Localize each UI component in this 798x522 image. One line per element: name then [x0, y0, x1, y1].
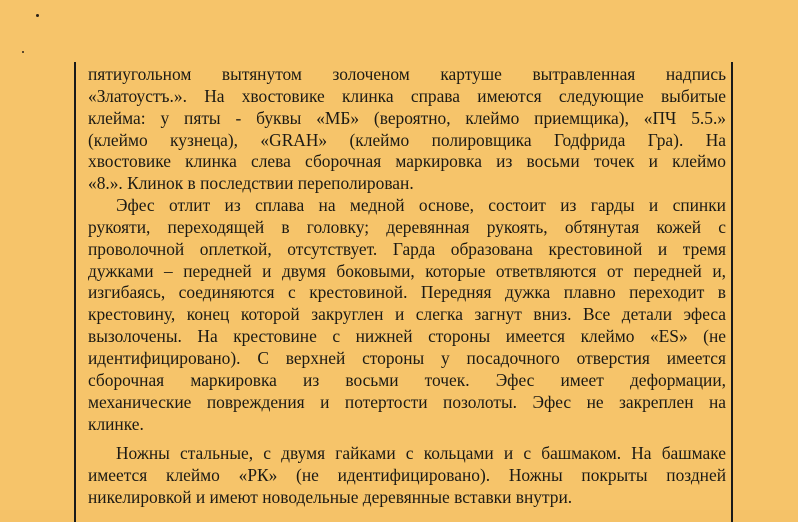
text-line: пятиугольном вытянутом золоченом картуше вытравленная надпись — [88, 64, 726, 84]
scan-speck — [22, 51, 24, 53]
text-line: вызолочены. На крестовине с нижней стороны имеется клеймо «ES» (не — [88, 326, 726, 347]
paragraph-gap — [88, 435, 726, 443]
text-line: клинке. — [88, 413, 144, 434]
text-line: Эфес отлит из сплава на медной основе, состоит из гарды и спинки — [116, 195, 726, 216]
text-line: рукояти, переходящей в головку; деревянная рукоять, обтянутая кожей с — [88, 216, 726, 237]
document-body — [88, 64, 726, 509]
text-line: проволочной оплеткой, отсутствует. Гарда образована крестовиной и тремя — [88, 238, 726, 259]
text-line: сборочная маркировка из восьми точек. Эфес имеет деформации, — [88, 369, 726, 390]
text-line: Ножны стальные, с двумя гайками с кольцами и с башмаком. На башмаке — [116, 443, 726, 464]
text-line: изгибаясь, соединяются с крестовиной. Передняя дужка плавно переходит в — [88, 282, 726, 303]
text-line: идентифицировано). С верхней стороны у посадочного отверстия имеется — [88, 347, 726, 368]
text-line: «8.». Клинок в последствии переполирован. — [88, 173, 414, 194]
text-line: дужками – передней и двумя боковыми, которые ответвляются от передней и, — [88, 260, 726, 281]
text-line: (клеймо кузнеца), «GRAH» (клеймо полировщика Годфрида Гра). На — [88, 129, 726, 150]
scan-speck — [36, 14, 39, 17]
text-line: никелировкой и имеют новодельные деревянные вставки внутри. — [88, 487, 573, 508]
text-line: имеется клеймо «РК» (не идентифицировано). Ножны покрыты поздней — [88, 465, 726, 486]
text-line: «Златоустъ.». На хвостовике клинка справа имеются следующие выбитые — [88, 85, 726, 106]
paragraph-scabbard — [88, 443, 726, 509]
paragraph-hilt — [88, 195, 726, 435]
paragraph-blade-marks — [88, 64, 726, 195]
text-line: клейма: у пяты - буквы «МБ» (вероятно, клеймо приемщика), «ПЧ 5.5.» — [88, 107, 726, 128]
text-line: хвостовике клинка слева сборочная маркировка из восьми точек и клеймо — [88, 151, 726, 172]
text-line: крестовину, конец которой закруглен и слегка загнут вниз. Все детали эфеса — [88, 304, 726, 325]
text-line: механические повреждения и потертости позолоты. Эфес не закреплен на — [88, 391, 726, 412]
